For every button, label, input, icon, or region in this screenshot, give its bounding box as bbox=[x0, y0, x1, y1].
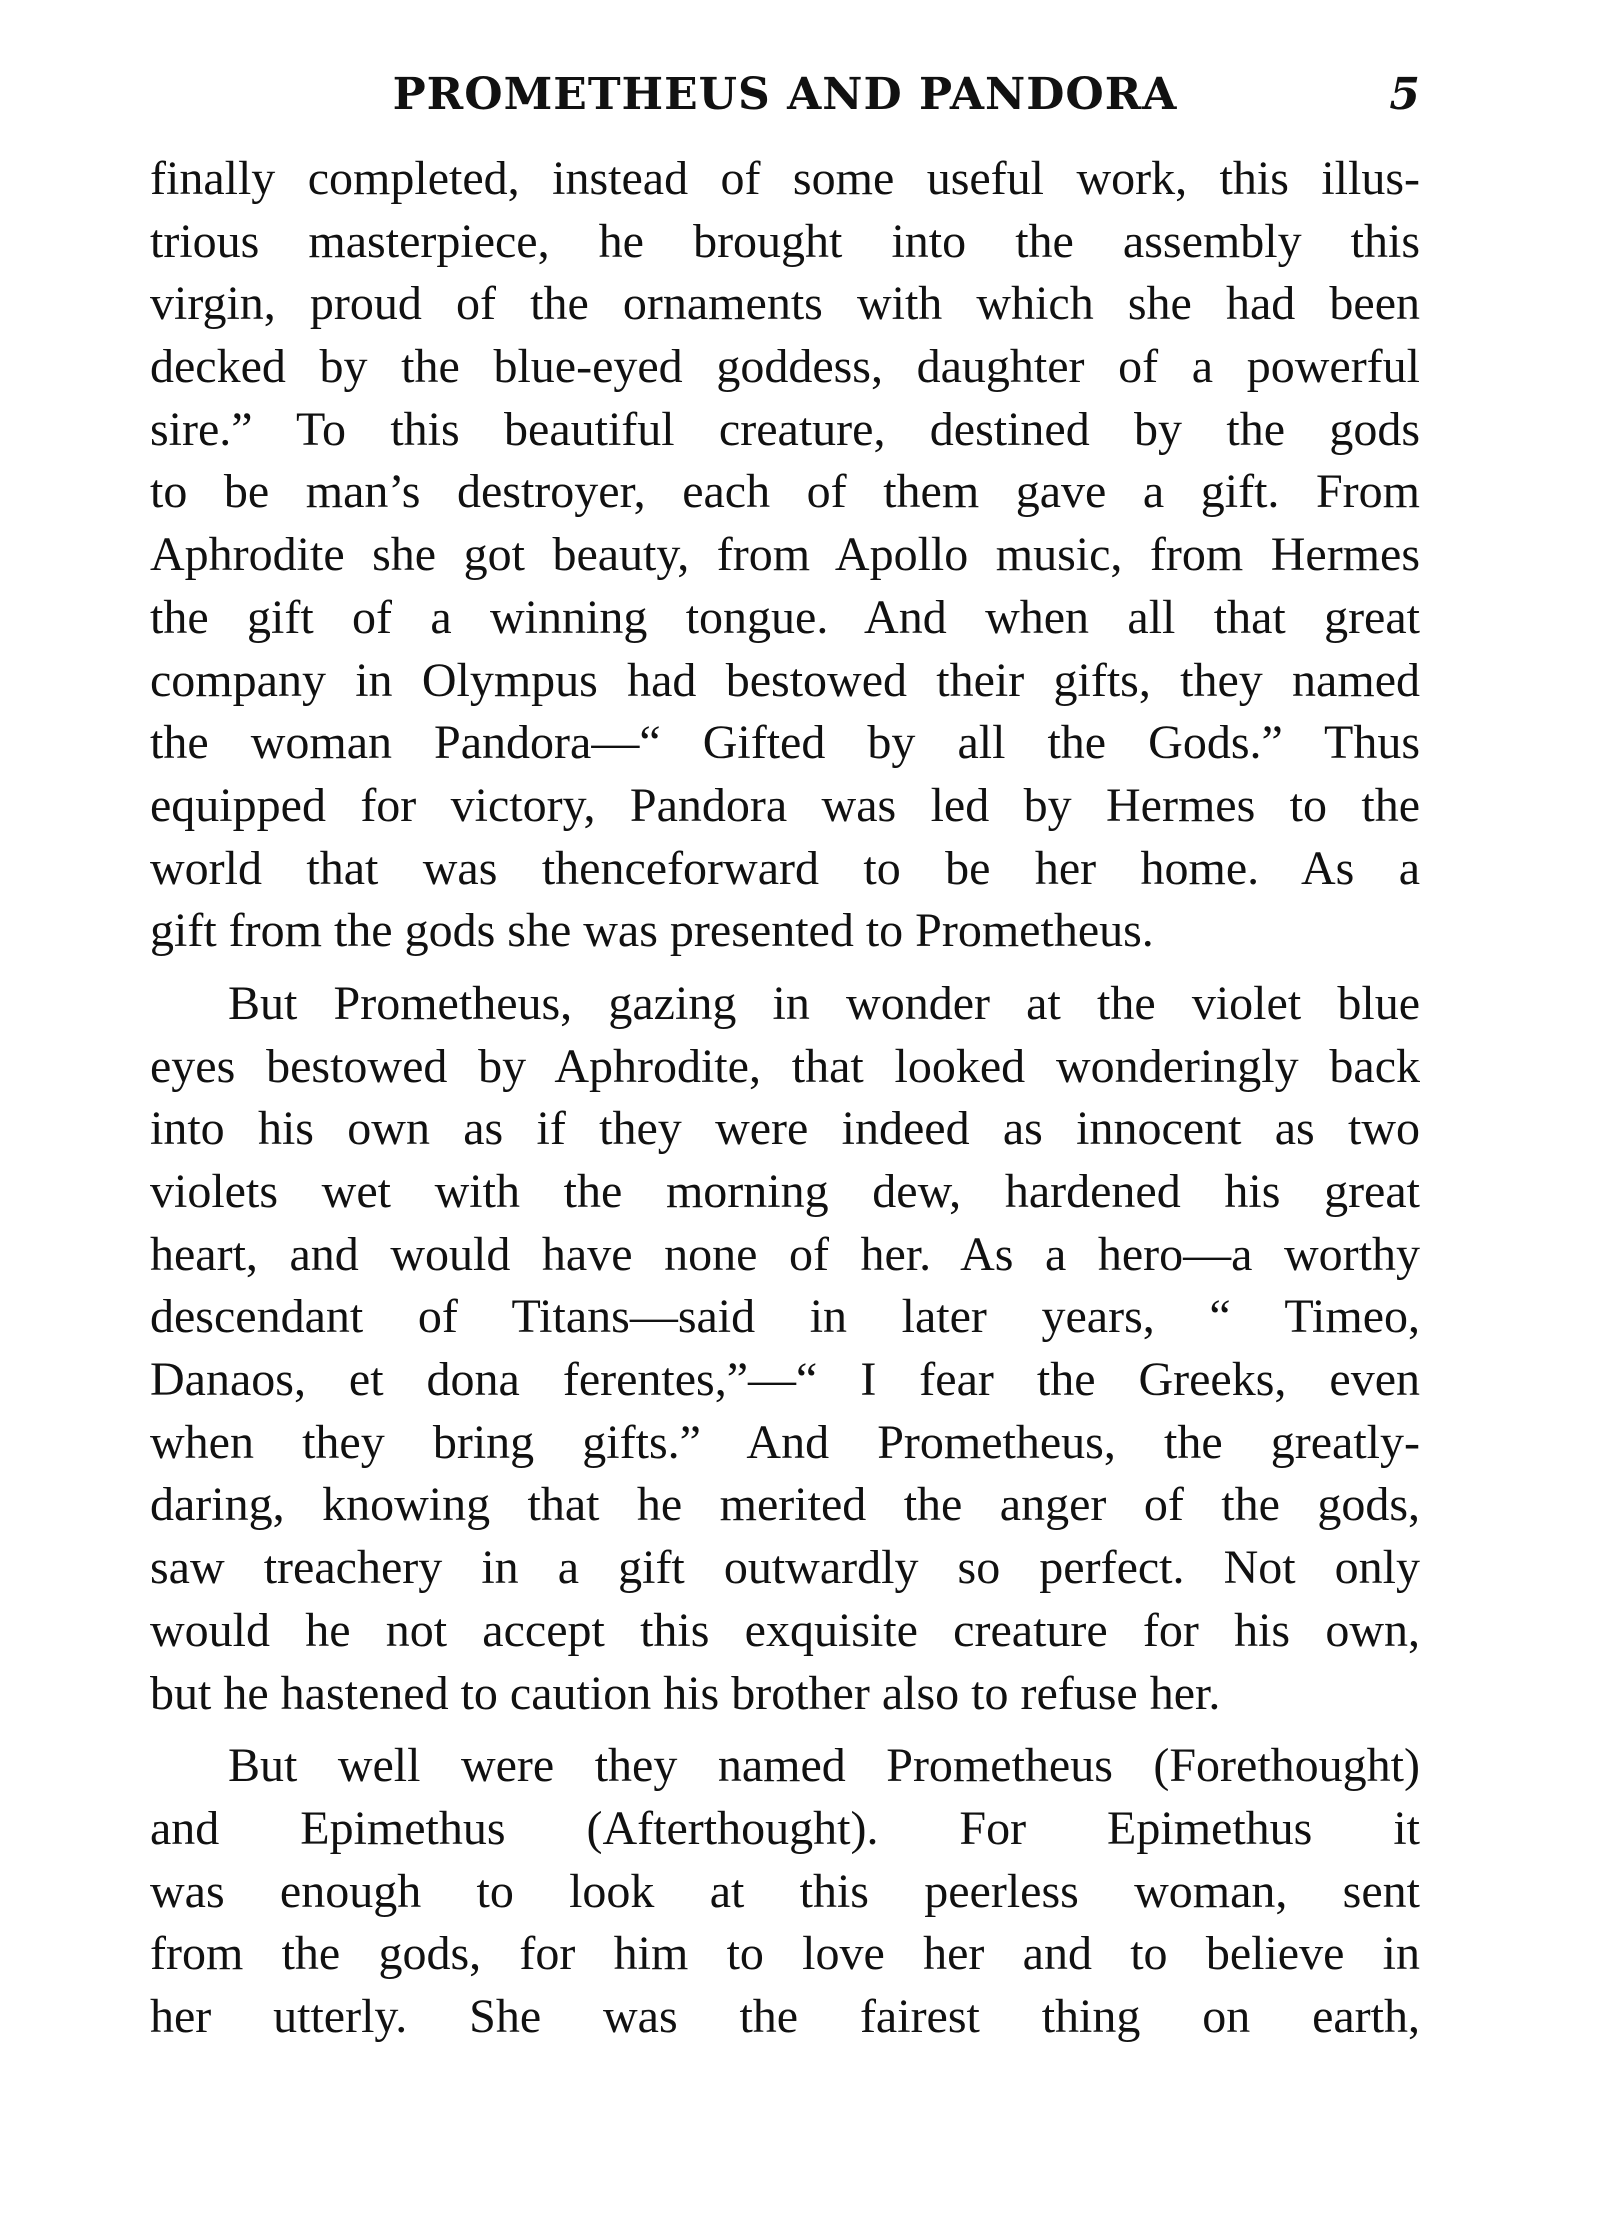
running-title: PROMETHEUS AND PANDORA bbox=[392, 69, 1178, 120]
text-line: finally completed, instead of some useful work, this illus- bbox=[150, 152, 1420, 205]
body-text bbox=[150, 148, 1420, 2059]
text-line: to be man’s destroyer, each of them gave a gift. From bbox=[150, 465, 1420, 519]
running-head bbox=[150, 60, 1420, 130]
text-line: into his own as if they were indeed as innocent as two bbox=[150, 1102, 1420, 1156]
text-line: trious masterpiece, he brought into the assembly this bbox=[150, 214, 1420, 268]
text-line: descendant of Titans—said in later years, “ Timeo, bbox=[150, 1290, 1420, 1344]
text-line: the woman Pandora—“ Gifted by all the Gods.” Thus bbox=[150, 716, 1420, 770]
text-line: heart, and would have none of her. As a hero—a worthy bbox=[150, 1227, 1420, 1281]
text-line: gift from the gods she was presented to Prometheus. bbox=[150, 904, 1154, 958]
text-line: Danaos, et dona ferentes,”—“ I fear the Greeks, even bbox=[150, 1353, 1420, 1407]
text-line: Aphrodite she got beauty, from Apollo music, from Hermes bbox=[150, 528, 1420, 582]
text-line: her utterly. She was the fairest thing on earth, bbox=[150, 1989, 1420, 2043]
text-line: when they bring gifts.” And Prometheus, the greatly- bbox=[150, 1415, 1420, 1469]
text-line: but he hastened to caution his brother also to refuse her. bbox=[150, 1666, 1221, 1720]
text-line: would he not accept this exquisite creature for his own, bbox=[150, 1603, 1420, 1657]
text-line: decked by the blue-eyed goddess, daughter of a powerful bbox=[150, 340, 1420, 394]
paragraph-1 bbox=[150, 148, 1420, 963]
text-line: world that was thenceforward to be her home. As a bbox=[150, 841, 1420, 895]
paragraph-3 bbox=[150, 1735, 1420, 2048]
text-line: saw treachery in a gift outwardly so perfect. Not only bbox=[150, 1541, 1420, 1595]
text-line: was enough to look at this peerless woman, sent bbox=[150, 1864, 1420, 1918]
text-line: the gift of a winning tongue. And when all that great bbox=[150, 590, 1420, 644]
text-line: and Epimethus (Afterthought). For Epimethus it bbox=[150, 1801, 1420, 1855]
text-line: daring, knowing that he merited the anger of the gods, bbox=[150, 1478, 1420, 1532]
text-line: But Prometheus, gazing in wonder at the violet blue bbox=[228, 976, 1420, 1030]
text-line: company in Olympus had bestowed their gifts, they named bbox=[150, 653, 1420, 707]
text-line: from the gods, for him to love her and to believe in bbox=[150, 1927, 1420, 1981]
text-line: equipped for victory, Pandora was led by Hermes to the bbox=[150, 778, 1420, 832]
text-line: violets wet with the morning dew, hardened his great bbox=[150, 1165, 1420, 1218]
text-line: sire.” To this beautiful creature, destined by the gods bbox=[150, 402, 1420, 456]
paragraph-2 bbox=[150, 973, 1420, 1725]
text-line: But well were they named Prometheus (Forethought) bbox=[228, 1739, 1420, 1793]
page-number: 5 bbox=[1389, 69, 1420, 120]
text-line: eyes bestowed by Aphrodite, that looked wonderingly back bbox=[150, 1039, 1420, 1093]
text-line: virgin, proud of the ornaments with which she had been bbox=[150, 277, 1420, 331]
